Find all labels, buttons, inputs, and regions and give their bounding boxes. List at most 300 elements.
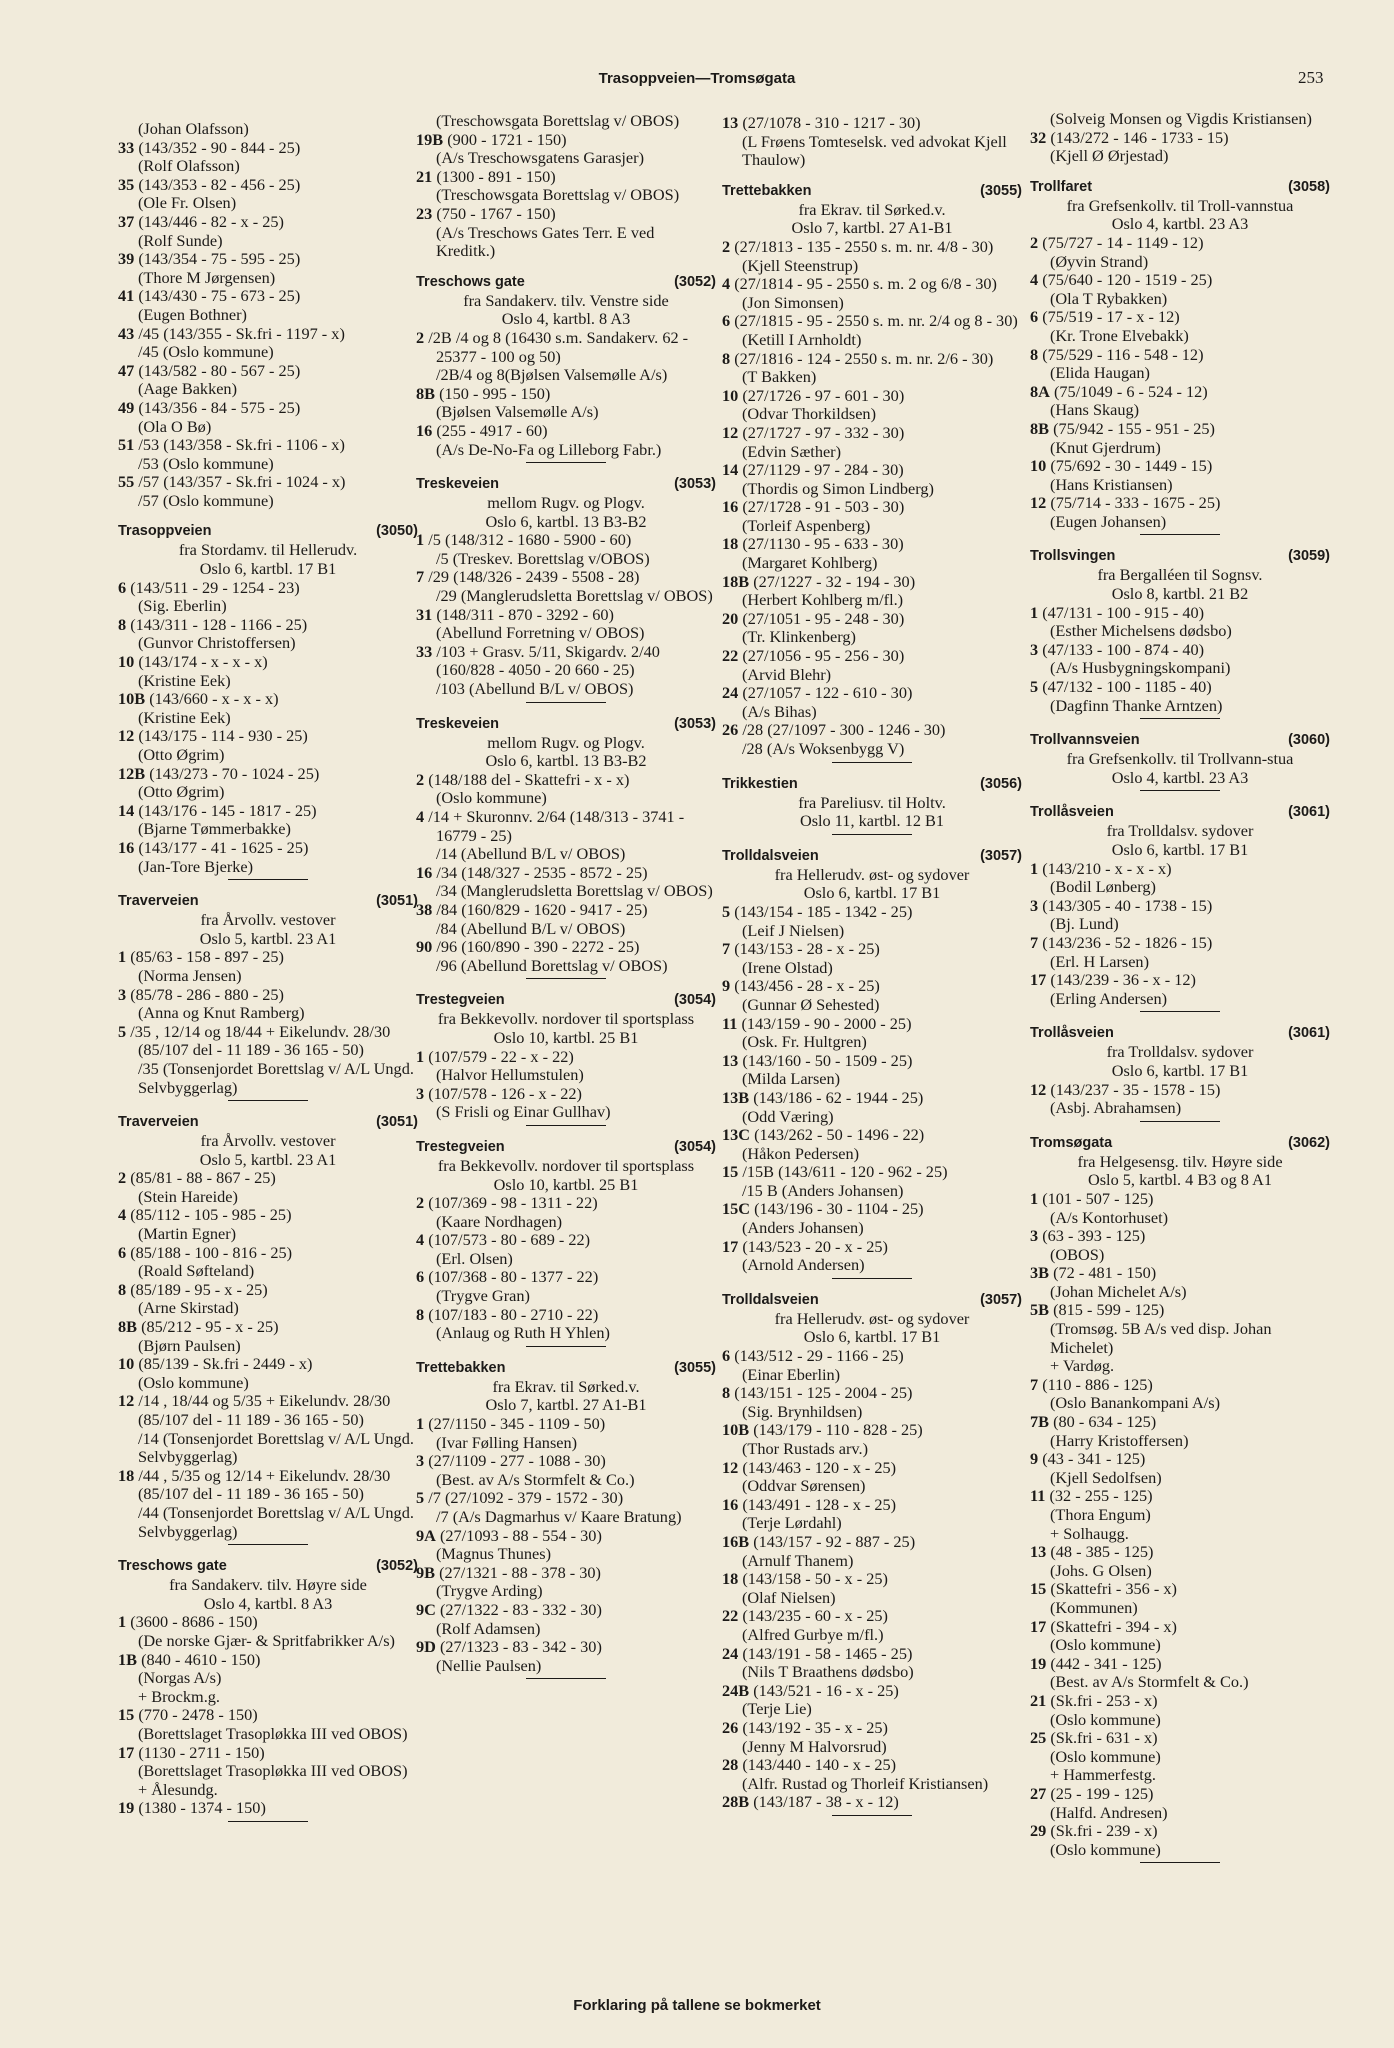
street-code: (3052) xyxy=(376,1558,418,1575)
owner-line: (Ivar Følling Hansen) xyxy=(436,1432,578,1452)
house-number: 8B xyxy=(1030,418,1050,438)
property-entry xyxy=(118,765,418,784)
house-number: 6 xyxy=(118,577,127,597)
owner-line: (A/s Treschowsgatens Garasjer) xyxy=(436,148,644,168)
street-name: Traverveien xyxy=(118,893,199,910)
property-details: (143/456 - 28 - x - 25) xyxy=(734,976,880,996)
property-entry xyxy=(118,1799,418,1818)
street-description: fra Pareliusv. til Holtv. xyxy=(798,792,946,812)
section-divider xyxy=(228,879,308,880)
property-details: (143/521 - 16 - x - 25) xyxy=(753,1680,899,1700)
property-details: /14 , 18/44 og 5/35 + Eikelundv. 28/30 (85/107 del - 11 189 - 36 165 - 50) xyxy=(138,1391,391,1429)
street-description: fra Grefsenkollv. til Troll-vannstua xyxy=(1066,195,1294,215)
owner-line: (Milda Larsen) xyxy=(742,1069,841,1089)
house-number: 5B xyxy=(1030,1300,1050,1320)
house-number: 16B xyxy=(722,1531,750,1551)
property-entry xyxy=(118,139,418,158)
owner-line: (Trygve Gran) xyxy=(436,1286,530,1306)
property-details: (143/235 - 60 - x - 25) xyxy=(742,1606,888,1626)
house-number: 16 xyxy=(722,1494,739,1514)
owner-line: (Håkon Pedersen) xyxy=(742,1143,860,1163)
street-section xyxy=(118,1557,418,1822)
owner-line: (Ola O Bø) xyxy=(138,416,212,436)
property-details: (3600 - 8686 - 150) xyxy=(130,1612,258,1632)
owner-line: (Anlaug og Ruth H Yhlen) xyxy=(436,1323,610,1343)
house-number: 32 xyxy=(1030,127,1047,147)
street-description: fra Grefsenkollv. til Trollvann-stua xyxy=(1066,749,1294,769)
owner-line: (Dagfinn Thanke Arntzen) xyxy=(1050,695,1223,715)
owner-line: (Arnulf Thanem) xyxy=(742,1550,854,1570)
property-entry xyxy=(1030,860,1330,879)
property-entry xyxy=(1030,1190,1330,1209)
street-name: Treschows gate xyxy=(416,273,525,290)
street-description: Oslo 6, kartbl. 17 B1 xyxy=(1111,1060,1249,1080)
property-details: (107/573 - 80 - 689 - 22) xyxy=(428,1230,591,1250)
property-details: (143/176 - 145 - 1817 - 25) xyxy=(138,800,317,820)
property-entry xyxy=(416,1638,716,1657)
property-entry xyxy=(118,986,418,1005)
property-details: (80 - 634 - 125) xyxy=(1053,1412,1157,1432)
house-number: 9 xyxy=(722,976,731,996)
property-entry xyxy=(1030,678,1330,697)
house-number: 5 xyxy=(722,901,731,921)
street-code: (3061) xyxy=(1288,1025,1330,1042)
property-details: (750 - 1767 - 150) xyxy=(436,203,556,223)
house-number: 15 xyxy=(118,1705,135,1725)
owner-line: (Johan Michelet A/s) xyxy=(1050,1281,1187,1301)
property-entry xyxy=(1030,129,1330,148)
owner-line: (OBOS) xyxy=(1050,1244,1105,1264)
owner-line: (Asbj. Abrahamsen) xyxy=(1050,1098,1182,1118)
section-divider xyxy=(526,1678,606,1679)
owner-line: (Halfd. Andresen) xyxy=(1050,1802,1168,1822)
property-entry xyxy=(722,977,1022,996)
property-details: /5 (148/312 - 1680 - 5900 - 60) xyxy=(428,530,632,550)
street-description: Oslo 10, kartbl. 25 B1 xyxy=(493,1027,639,1047)
property-details: (27/1322 - 83 - 332 - 30) xyxy=(439,1599,602,1619)
property-details: (143/159 - 90 - 2000 - 25) xyxy=(741,1013,912,1033)
property-details: (75/519 - 17 - x - 12) xyxy=(1042,307,1180,327)
owner-line: (Erl. Olsen) xyxy=(436,1248,513,1268)
house-number: 10 xyxy=(722,385,739,405)
property-entry xyxy=(722,1459,1022,1478)
street-name: Tromsøgata xyxy=(1030,1134,1113,1151)
property-details: (27/1057 - 122 - 610 - 30) xyxy=(742,683,913,703)
property-entry xyxy=(722,1052,1022,1071)
house-number: 17 xyxy=(118,1742,135,1762)
property-entry xyxy=(416,1564,716,1583)
property-details: (Sk.fri - 631 - x) xyxy=(1050,1728,1158,1748)
footer-note: Forklaring på tallene se bokmerket xyxy=(573,1997,821,2014)
house-number: 8A xyxy=(1030,381,1050,401)
property-details: (900 - 1721 - 150) xyxy=(447,129,567,149)
property-details: (85/112 - 105 - 985 - 25) xyxy=(130,1205,292,1225)
property-details: (143/352 - 90 - 844 - 25) xyxy=(138,137,301,157)
street-code: (3055) xyxy=(674,1359,716,1376)
column-2 xyxy=(416,112,716,1691)
property-details: (85/188 - 100 - 816 - 25) xyxy=(130,1242,293,1262)
house-number: 3 xyxy=(1030,639,1039,659)
owner-line: (Borettslaget Trasopløkka III ved OBOS) xyxy=(138,1761,408,1781)
property-details: (47/132 - 100 - 1185 - 40) xyxy=(1042,677,1212,697)
property-entry xyxy=(118,690,418,709)
house-number: 16 xyxy=(118,837,135,857)
property-details: (143/157 - 92 - 887 - 25) xyxy=(753,1531,916,1551)
property-entry xyxy=(1030,308,1330,327)
property-details: (143/236 - 52 - 1826 - 15) xyxy=(1042,932,1213,952)
street-section xyxy=(722,847,1022,1279)
property-entry xyxy=(722,1645,1022,1664)
property-details: (148/188 del - Skattefri - x - x) xyxy=(428,769,630,789)
street-description: fra Hellerudv. øst- og sydover xyxy=(774,864,970,884)
street-description: mellom Rugv. og Plogv. xyxy=(487,493,645,513)
house-number: 21 xyxy=(1030,1690,1047,1710)
house-number: 29 xyxy=(1030,1821,1047,1841)
property-entry xyxy=(1030,1487,1330,1506)
property-entry xyxy=(416,329,716,366)
house-number: 33 xyxy=(118,137,135,157)
house-number: 12B xyxy=(118,763,146,783)
owner-line: (Kristine Eek) xyxy=(138,670,231,690)
street-description: fra Ekrav. til Sørked.v. xyxy=(798,199,946,219)
house-number: 12 xyxy=(1030,1079,1047,1099)
street-description: fra Stordamv. til Hellerudv. xyxy=(178,540,358,560)
house-number: 6 xyxy=(722,311,731,331)
property-details: (43 - 341 - 125) xyxy=(1042,1449,1146,1469)
property-details: (143/237 - 35 - 1578 - 15) xyxy=(1050,1079,1221,1099)
owner-line: (Olaf Nielsen) xyxy=(742,1587,836,1607)
owner-line: (Aage Bakken) xyxy=(138,379,237,399)
property-entry xyxy=(1030,457,1330,476)
property-entry xyxy=(118,287,418,306)
street-section xyxy=(416,273,716,463)
property-entry xyxy=(416,1601,716,1620)
owner-line: /96 (Abellund Borettslag v/ OBOS) xyxy=(436,955,668,975)
property-details: (Skattefri - 356 - x) xyxy=(1050,1579,1177,1599)
property-entry xyxy=(416,205,716,224)
street-code: (3052) xyxy=(674,273,716,290)
street-description: fra Ekrav. til Sørked.v. xyxy=(492,1376,640,1396)
property-details: (48 - 385 - 125) xyxy=(1050,1542,1154,1562)
property-details: (27/1078 - 310 - 1217 - 30) xyxy=(742,113,921,132)
street-heading xyxy=(1030,1024,1330,1043)
property-entry xyxy=(722,1756,1022,1775)
property-details: (107/369 - 98 - 1311 - 22) xyxy=(428,1193,598,1213)
property-details: (63 - 393 - 125) xyxy=(1042,1226,1146,1246)
street-description: mellom Rugv. og Plogv. xyxy=(487,732,645,752)
property-details: (143/491 - 128 - x - 25) xyxy=(742,1494,897,1514)
property-details: (143/174 - x - x - x) xyxy=(138,652,268,672)
property-details: (255 - 4917 - 60) xyxy=(436,420,548,440)
street-description: Oslo 6, kartbl. 17 B1 xyxy=(1111,840,1249,859)
section-divider xyxy=(1140,1121,1220,1122)
property-entry xyxy=(1030,234,1330,253)
house-number: 49 xyxy=(118,397,135,417)
owner-line: (Thordis og Simon Lindberg) xyxy=(742,478,934,498)
property-details: (75/640 - 120 - 1519 - 25) xyxy=(1042,270,1213,290)
house-number: 1 xyxy=(1030,1188,1039,1208)
property-entry xyxy=(118,839,418,858)
house-number: 14 xyxy=(118,800,135,820)
property-entry xyxy=(722,940,1022,959)
owner-line: (Halvor Hellumstulen) xyxy=(436,1065,584,1085)
property-details: (85/78 - 286 - 880 - 25) xyxy=(130,984,284,1004)
property-entry xyxy=(722,114,1022,133)
street-description: fra Bergalléen til Sognsv. xyxy=(1097,565,1263,585)
property-details: (143/186 - 62 - 1944 - 25) xyxy=(753,1087,924,1107)
street-section xyxy=(416,715,716,980)
property-entry xyxy=(1030,1580,1330,1599)
owner-line: /53 (Oslo kommune) xyxy=(138,453,274,473)
house-number: 19B xyxy=(416,129,444,149)
street-description: Oslo 6, kartbl. 17 B1 xyxy=(199,559,337,579)
street-code: (3057) xyxy=(980,1291,1022,1308)
property-entry xyxy=(118,653,418,672)
property-entry xyxy=(1030,1450,1330,1469)
house-number: 9 xyxy=(1030,1449,1039,1469)
property-details: (840 - 4610 - 150) xyxy=(141,1649,261,1669)
running-header: Trasoppveien—Tromsøgata xyxy=(598,70,796,87)
property-details: (27/1727 - 97 - 332 - 30) xyxy=(742,422,905,442)
section-divider xyxy=(832,1278,912,1279)
property-details: (1380 - 1374 - 150) xyxy=(138,1798,266,1818)
section-divider xyxy=(228,1821,308,1822)
street-heading xyxy=(1030,1134,1330,1153)
street-name: Traverveien xyxy=(118,1114,199,1131)
street-heading xyxy=(722,182,1022,201)
property-entry xyxy=(1030,1618,1330,1637)
street-description: fra Sandakerv. tilv. Venstre side xyxy=(463,290,669,310)
house-number: 1B xyxy=(118,1649,138,1669)
house-number: 41 xyxy=(118,286,135,306)
street-heading xyxy=(416,1138,716,1157)
property-details: (Skattefri - 394 - x) xyxy=(1050,1616,1177,1636)
property-entry xyxy=(416,1452,716,1471)
property-details: (27/1129 - 97 - 284 - 30) xyxy=(742,460,904,480)
section-divider xyxy=(832,762,912,763)
property-details: (143/191 - 58 - 1465 - 25) xyxy=(742,1643,913,1663)
house-number: 13 xyxy=(722,113,739,132)
property-details: /103 + Grasv. 5/11, Skigardv. 2/40 (160/828 - 4050 - 20 660 - 25) xyxy=(436,641,660,680)
street-heading xyxy=(118,1113,418,1132)
property-entry xyxy=(722,647,1022,666)
property-details: /15B (143/611 - 120 - 962 - 25) xyxy=(742,1162,948,1182)
owner-line: (Oslo kommune) xyxy=(1050,1709,1161,1729)
property-details: (143/430 - 75 - 673 - 25) xyxy=(138,286,301,306)
property-entry xyxy=(118,436,418,455)
street-heading xyxy=(416,1359,716,1378)
house-number: 4 xyxy=(722,274,731,294)
property-entry xyxy=(416,422,716,441)
property-entry xyxy=(722,350,1022,369)
property-details: (107/578 - 126 - x - 22) xyxy=(428,1083,582,1103)
property-details: (143/305 - 40 - 1738 - 15) xyxy=(1042,895,1213,915)
house-number: 8 xyxy=(722,348,731,368)
street-section xyxy=(1030,110,1330,166)
owner-line: (Bjørn Paulsen) xyxy=(138,1335,241,1355)
owner-line: (Margaret Kohlberg) xyxy=(742,553,878,573)
section-divider xyxy=(1140,534,1220,535)
street-heading xyxy=(416,715,716,734)
property-details: /96 (160/890 - 390 - 2272 - 25) xyxy=(436,937,640,957)
street-heading xyxy=(722,847,1022,866)
street-description: fra Trolldalsv. sydover xyxy=(1106,1042,1254,1062)
house-number: 1 xyxy=(416,1046,425,1066)
property-entry xyxy=(118,1706,418,1725)
owner-line: (Edvin Sæther) xyxy=(742,441,842,461)
house-number: 35 xyxy=(118,174,135,194)
street-description: Oslo 6, kartbl. 13 B3-B2 xyxy=(485,511,647,531)
owner-line: (Erling Andersen) xyxy=(1050,988,1168,1008)
owner-line: (Oslo kommune) xyxy=(436,788,547,808)
property-details: /7 (27/1092 - 379 - 1572 - 30) xyxy=(428,1488,624,1508)
owner-line: /57 (Oslo kommune) xyxy=(138,490,274,510)
property-details: (107/368 - 80 - 1377 - 22) xyxy=(428,1267,599,1287)
property-entry xyxy=(1030,1785,1330,1804)
owner-line: (Tromsøg. 5B A/s ved disp. Johan Michelet) xyxy=(1050,1319,1272,1357)
owner-line: (Tr. Klinkenberg) xyxy=(742,627,856,647)
owner-line: (Esther Michelsens dødsbo) xyxy=(1050,621,1232,641)
house-number: 17 xyxy=(1030,1616,1047,1636)
owner-line: /29 (Manglerudsletta Borettslag v/ OBOS) xyxy=(436,586,713,606)
house-number: 39 xyxy=(118,249,135,269)
street-code: (3051) xyxy=(376,1114,418,1131)
owner-line: /45 (Oslo kommune) xyxy=(138,342,274,362)
house-number: 8 xyxy=(118,614,127,634)
house-number: 28 xyxy=(722,1755,739,1775)
street-name: Trestegveien xyxy=(416,992,505,1009)
house-number: 9A xyxy=(416,1525,436,1545)
house-number: 13C xyxy=(722,1125,751,1145)
property-entry xyxy=(722,610,1022,629)
property-entry xyxy=(118,1651,418,1670)
street-description: fra Helgesensg. tilv. Høyre side xyxy=(1077,1151,1283,1171)
street-heading xyxy=(416,991,716,1010)
property-entry xyxy=(1030,494,1330,513)
owner-line: (Abellund Forretning v/ OBOS) xyxy=(436,623,645,643)
house-number: 1 xyxy=(118,947,127,967)
street-code: (3056) xyxy=(980,775,1022,792)
property-details: (75/529 - 116 - 548 - 12) xyxy=(1042,344,1204,364)
property-details: (75/692 - 30 - 1449 - 15) xyxy=(1050,456,1213,476)
owner-line: + Solhaugg. xyxy=(1050,1523,1129,1543)
owner-line: (Solveig Monsen og Vigdis Kristiansen) xyxy=(1050,109,1312,128)
house-number: 2 xyxy=(416,327,425,347)
house-number: 13B xyxy=(722,1087,750,1107)
house-number: 18 xyxy=(722,534,739,554)
property-entry xyxy=(722,1384,1022,1403)
owner-line: (Nellie Paulsen) xyxy=(436,1655,542,1675)
property-entry xyxy=(416,568,716,587)
street-section xyxy=(416,1138,716,1347)
owner-line: /84 (Abellund B/L v/ OBOS) xyxy=(436,918,626,938)
owner-line: (Rolf Olafsson) xyxy=(138,156,240,176)
owner-line: (Gunnar Ø Sehested) xyxy=(742,994,880,1014)
street-description: Oslo 4, kartbl. 8 A3 xyxy=(203,1593,333,1613)
property-details: (143/463 - 120 - x - 25) xyxy=(742,1457,897,1477)
owner-line: + Vardøg. xyxy=(1050,1356,1115,1376)
street-name: Treskeveien xyxy=(416,476,500,493)
property-entry xyxy=(118,1355,418,1374)
house-number: 17 xyxy=(722,1236,739,1256)
property-entry xyxy=(118,473,418,492)
owner-line: (Sig. Eberlin) xyxy=(138,596,227,616)
property-details: (770 - 2478 - 150) xyxy=(138,1705,258,1725)
owner-line: (Rolf Adamsen) xyxy=(436,1618,541,1638)
street-name: Trestegveien xyxy=(416,1138,505,1155)
property-details: (27/1051 - 95 - 248 - 30) xyxy=(742,608,905,628)
section-divider xyxy=(832,834,912,835)
owner-line: (Hans Skaug) xyxy=(1050,400,1140,420)
owner-line: (Otto Øgrim) xyxy=(138,782,225,802)
property-entry xyxy=(416,1415,716,1434)
house-number: 1 xyxy=(1030,602,1039,622)
owner-line: (Jenny M Halvorsrud) xyxy=(742,1736,887,1756)
property-details: /28 (27/1097 - 300 - 1246 - 30) xyxy=(742,720,946,740)
owner-line: (Thora Engum) xyxy=(1050,1505,1151,1524)
street-description: Oslo 4, kartbl. 8 A3 xyxy=(501,309,631,329)
property-entry xyxy=(722,1421,1022,1440)
property-details: (143/440 - 140 - x - 25) xyxy=(742,1755,897,1775)
house-number: 3B xyxy=(1030,1263,1050,1283)
property-details: (75/714 - 333 - 1675 - 25) xyxy=(1050,493,1221,513)
property-details: (85/81 - 88 - 867 - 25) xyxy=(130,1168,276,1188)
street-section xyxy=(118,892,418,1101)
owner-line: (Thore M Jørgensen) xyxy=(138,267,276,287)
street-section xyxy=(722,182,1022,763)
house-number: 14 xyxy=(722,460,739,480)
street-section xyxy=(1030,1134,1330,1864)
street-description: Oslo 5, kartbl. 4 B3 og 8 A1 xyxy=(1087,1170,1273,1190)
section-divider xyxy=(1140,1862,1220,1863)
section-divider xyxy=(526,1346,606,1347)
property-details: (27/1056 - 95 - 256 - 30) xyxy=(742,646,905,666)
street-code: (3051) xyxy=(376,893,418,910)
owner-line: (Martin Egner) xyxy=(138,1224,237,1244)
property-details: /45 (143/355 - Sk.fri - 1197 - x) xyxy=(138,323,345,343)
house-number: 11 xyxy=(722,1013,738,1033)
property-entry xyxy=(118,1392,418,1429)
property-entry xyxy=(118,176,418,195)
property-entry xyxy=(1030,971,1330,990)
house-number: 37 xyxy=(118,211,135,231)
owner-line: (Arvid Blehr) xyxy=(742,664,832,684)
property-entry xyxy=(722,312,1022,331)
owner-line: (Leif J Nielsen) xyxy=(742,920,845,940)
property-entry xyxy=(722,387,1022,406)
property-details: (143/160 - 50 - 1509 - 25) xyxy=(742,1050,913,1070)
street-name: Trettebakken xyxy=(416,1359,506,1376)
owner-line: (Oslo Banankompani A/s) xyxy=(1050,1393,1221,1413)
street-name: Treschows gate xyxy=(118,1558,227,1575)
house-number: 28B xyxy=(722,1792,750,1812)
owner-line: (Knut Gjerdrum) xyxy=(1050,437,1161,457)
property-entry xyxy=(416,1306,716,1325)
owner-line: (Kristine Eek) xyxy=(138,707,231,727)
property-details: (27/1814 - 95 - 2550 s. m. 2 og 6/8 - 30) xyxy=(734,274,997,294)
property-entry xyxy=(416,864,716,883)
property-details: /53 (143/358 - Sk.fri - 1106 - x) xyxy=(138,435,345,455)
owner-line: (Ketill I Arnholdt) xyxy=(742,329,862,349)
property-details: (27/1321 - 88 - 378 - 30) xyxy=(439,1562,601,1582)
owner-line: (Øyvin Strand) xyxy=(1050,251,1149,271)
owner-line: (Kjell Sedolfsen) xyxy=(1050,1467,1162,1487)
owner-line: + Brockm.g. xyxy=(138,1686,220,1706)
property-details: /34 (148/327 - 2535 - 8572 - 25) xyxy=(436,862,648,882)
property-details: (Sk.fri - 253 - x) xyxy=(1050,1690,1158,1710)
street-description: Oslo 8, kartbl. 21 B2 xyxy=(1111,584,1249,604)
house-number: 2 xyxy=(416,769,425,789)
